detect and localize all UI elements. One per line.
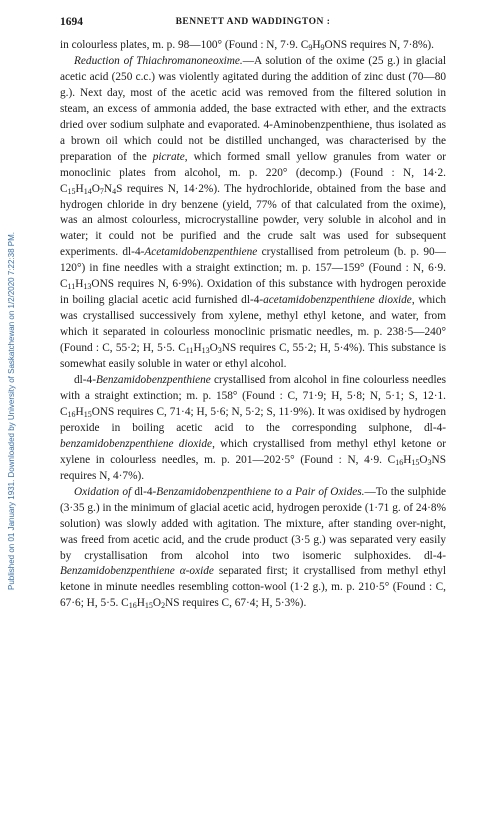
- download-watermark-text: Published on 01 January 1931. Downloaded by University of Saskatchewan on 1/2/2020 7:22:38 PM.: [6, 232, 16, 591]
- paragraph-p1: in colourless plates, m. p. 98—100° (Found : N, 7·9. $C_9H_9ONS$ requires N, 7·8%).: [60, 39, 434, 52]
- body-text: [60, 38, 446, 612]
- paragraph-p2: Reduction of Thiachromanoneoxime.—A solution of the oxime (25 g.) in glacial acetic acid (250 c.c.) was violently agitated during the addition of zinc dust (70—80 g.). Next day, most of the acetic acid was removed from the filtered solution in steam, an excess of ammonia added, the base extracted with ether, and the extracts dried over sodium sulphate and evaporated. 4-Aminobenzpenthiene, thus isolated as a brown oil which could not be distilled unchanged, was characterised by the preparation of the picrate, which formed small yellow granules from water or monoclinic plates from alcohol, m. p. 220° (decomp.) (Found : N, 14·2. $C_{15}H_{14}O_7N_4S$ requires N, 14·2%). The hydrochloride, obtained from the base and hydrogen chloride in dry benzene (yield, 77% of that calculated from the oxime), was an almost colourless, microcrystalline powder, very soluble in alcohol and in water; it could not be purified and the crude salt was used for subsequent experiments. dl-4-Acetamidobenzpenthiene crystallised from petroleum (b. p. 90—120°) in fine needles with a straight extinction; m. p. 157—159° (Found : N, 6·9. $C_{11}H_{13}ONS$ requires N, 6·9%). Oxidation of this substance with hydrogen peroxide in boiling glacial acetic acid furnished dl-4-acetamidobenzpenthiene dioxide, which was crystallised successively from xylene, methyl ethyl ketone, and water, from which it separated in colourless monoclinic prismatic needles, m. p. 238·5—240° (Found : C, 55·2; H, 5·5. $C_{11}H_{13}O_3NS$ requires C, 55·2; H, 5·4%). This substance is somewhat easily soluble in water or ethyl alcohol.: [60, 54, 447, 371]
- running-head: BENNETT AND WADDINGTON :: [175, 17, 331, 27]
- page-header: [60, 16, 446, 36]
- paragraph-p3: dl-4-Benzamidobenzpenthiene crystallised from alcohol in fine colourless needles with a straight extinction; m. p. 158° (Found : C, 71·9; H, 5·8; N, 5·1; S, 12·1. $C_{16}H_{15}ONS$ requires C, 71·4; H, 5·6; N, 5·2; S, 11·9%). It was oxidised by hydrogen peroxide in boiling acetic acid to the corresponding sulphone, dl-4-benzamidobenzpenthiene dioxide, which crystallised from methyl ethyl ketone or xylene in colourless needles, m. p. 201—202·5° (Found : N, 4·9. $C_{16}H_{15}O_3NS$ requires N, 4·7%).: [60, 374, 446, 482]
- page-number: 1694: [60, 16, 83, 28]
- download-watermark: [4, 44, 18, 779]
- paragraph-p4: Oxidation of dl-4-Benzamidobenzpenthiene to a Pair of Oxides.—To the sulphide (3·35 g.) in the minimum of glacial acetic acid, hydrogen peroxide (1·71 g. of 24·8% solution) was slowly added with agitation. The mixture, after standing over-night, was freed from acetic acid, and the crude product (3·5 g.) was separated very easily by crystallisation from alcohol into two isomeric sulphoxides. dl-4-Benzamidobenzpenthiene α-oxide separated first; it crystallised from methyl ethyl ketone in minute needles resembling cotton-wool (1·2 g.), m. p. 210·5° (Found : C, 67·6; H, 5·5. $C_{16}H_{15}O_2NS$ requires C, 67·4; H, 5·3%).: [60, 485, 446, 611]
